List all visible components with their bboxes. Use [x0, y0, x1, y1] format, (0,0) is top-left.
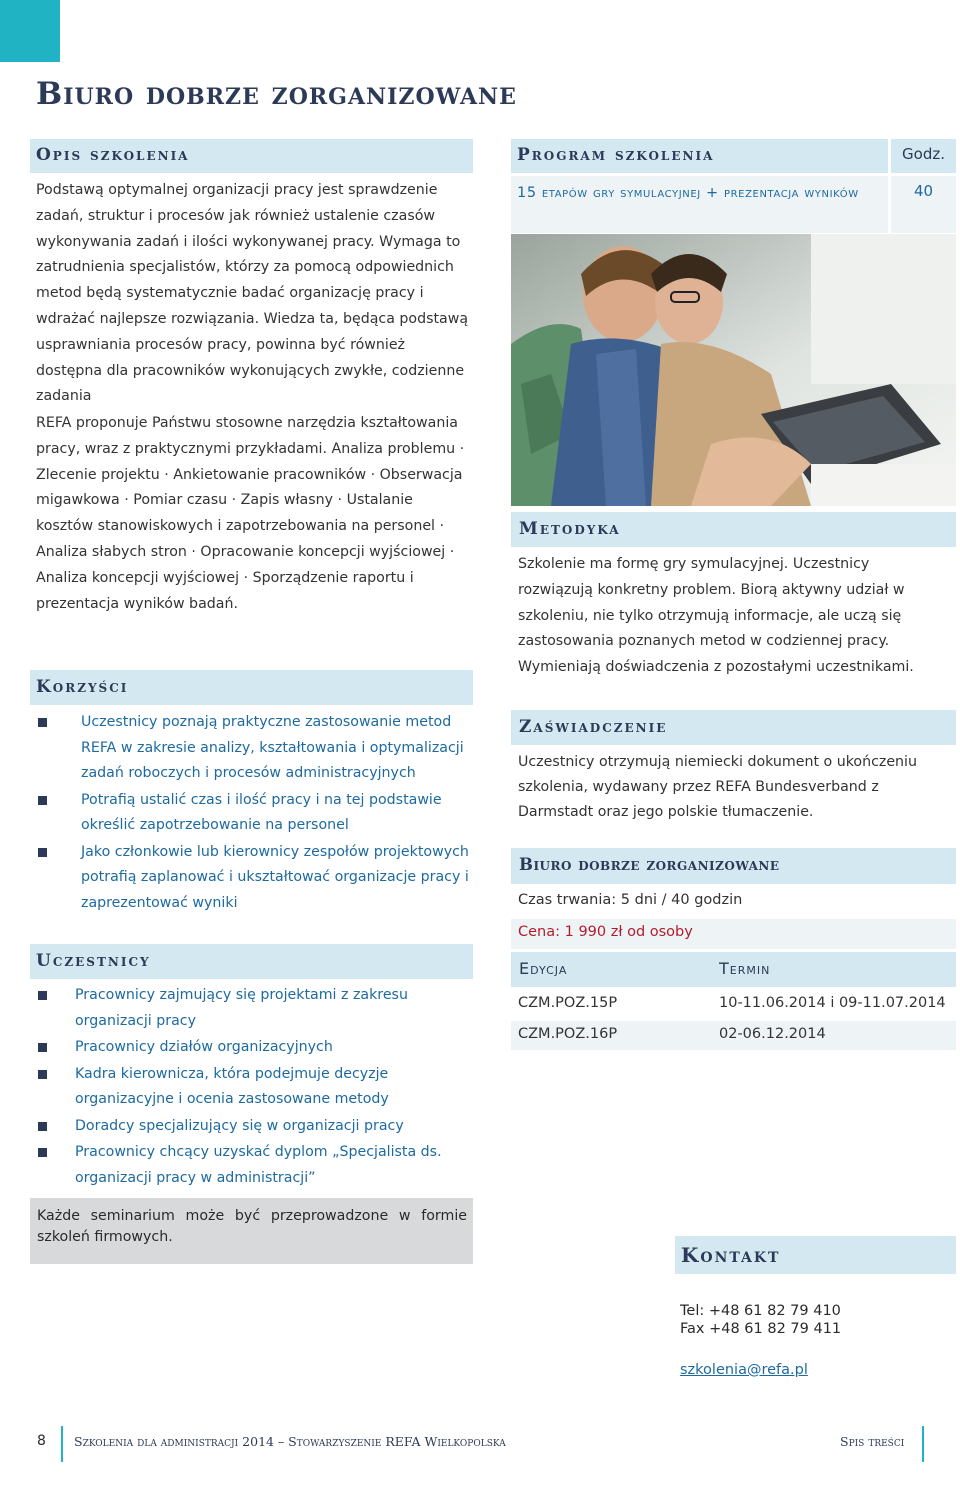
bullet-square-icon: [38, 718, 47, 727]
list-item: [36, 840, 472, 917]
termin-column-header: Termin: [719, 959, 771, 978]
bullet-square-icon: [38, 991, 47, 1000]
kontakt-fax: Fax +48 61 82 79 411: [680, 1321, 842, 1337]
bullet-square-icon: [38, 1043, 47, 1052]
uczestnicy-heading: Uczestnicy: [36, 951, 151, 971]
photo-illustration: [511, 234, 956, 506]
edition-code: CZM.POZ.15P: [518, 995, 618, 1011]
edition-date: 02-06.12.2014: [719, 1026, 826, 1042]
uczestnicy-item-text: Doradcy specjalizujący się w organizacji pracy: [75, 1117, 404, 1134]
program-hours: 40: [913, 182, 934, 200]
opis-paragraph-1: Podstawą optymalnej organizacji pracy jest sprawdzenie zadań, struktur i procesów jak również ustalenie czasów wykonywania zadań i ilości wykonywanej pracy. Wymaga to zatrudnienia specjalistów, którzy za pomocą odpowiednich metod będą systematycznie badać organizację pracy i wdrażać najlepsze rozwiązania. Wiedza ta, będąca podstawą usprawniania procesów pracy, powinna być również dostępna dla pracowników wykonujących zwykłe, codzienne zadania: [36, 182, 469, 405]
price-text: Cena: 1 990 zł od osoby: [518, 924, 693, 940]
note-text: Każde seminarium może być przeprowadzone w formie szkoleń firmowych.: [37, 1208, 467, 1245]
list-item: [36, 788, 472, 839]
list-item: [36, 983, 472, 1034]
edition-code: CZM.POZ.16P: [518, 1026, 618, 1042]
footer-divider: [61, 1426, 63, 1462]
footer-publication-title: Szkolenia dla administracji 2014 – Stowarzyszenie REFA Wielkopolska: [74, 1434, 506, 1449]
bullet-square-icon: [38, 1148, 47, 1157]
bullet-square-icon: [38, 1122, 47, 1131]
korzysci-list: [36, 710, 472, 917]
page-title: Biuro dobrze zorganizowane: [36, 76, 517, 112]
program-hours-heading: Godz.: [902, 145, 945, 163]
list-item: [36, 1140, 472, 1191]
footer-divider: [922, 1426, 924, 1462]
zaswiadczenie-text: Uczestnicy otrzymują niemiecki dokument o ukończeniu szkolenia, wydawany przez REFA Bundesverband z Darmstadt oraz jego polskie tłumaczenie.: [518, 754, 917, 820]
uczestnicy-item-text: Pracownicy zajmujący się projektami z zakresu organizacji pracy: [75, 987, 408, 1029]
kontakt-phone: Tel: +48 61 82 79 410: [680, 1303, 841, 1319]
korzysci-item-text: Uczestnicy poznają praktyczne zastosowanie metod REFA w zakresie analizy, kształtowania i optymalizacji zadań roboczych i procesów administracyjnych: [81, 714, 464, 781]
program-item: 15 etapów gry symulacyjnej + prezentacja wyników: [517, 185, 859, 201]
note-box: [30, 1198, 473, 1264]
korzysci-heading: Korzyści: [36, 677, 129, 697]
summary-heading: Biuro dobrze zorganizowane: [519, 855, 780, 874]
list-item: [36, 1035, 472, 1061]
list-item: [36, 1062, 472, 1113]
opis-heading: Opis szkolenia: [36, 145, 190, 165]
uczestnicy-item-text: Pracownicy chcący uzyskać dyplom „Specjalista ds. organizacji pracy w administracji”: [75, 1144, 442, 1186]
list-item: [36, 1114, 472, 1140]
uczestnicy-item-text: Pracownicy działów organizacyjnych: [75, 1039, 333, 1055]
korzysci-item-text: Jako członkowie lub kierownicy zespołów projektowych potrafią zaplanować i ukształtować organizacje pracy i zaprezentować wyniki: [81, 843, 469, 911]
list-item: [36, 710, 472, 787]
program-heading: Program szkolenia: [517, 145, 715, 165]
opis-paragraph-2: REFA proponuje Państwu stosowne narzędzia kształtowania pracy, wraz z praktycznymi przykładami. Analiza problemu · Zlecenie projektu · Ankietowanie pracowników · Obserwacja migawkowa · Pomiar czasu · Zapis własny · Ustalanie kosztów stanowiskowych i zapotrzebowania na personel · Analiza słabych stron · Opracowanie koncepcji wyjściowej · Analiza koncepcji wyjściowej · Sporządzenie raportu i prezentacja wyników badań.: [36, 415, 465, 612]
training-photo: [511, 234, 956, 506]
korzysci-item-text: Potrafią ustalić czas i ilość pracy i na tej podstawie określić zapotrzebowanie na personel: [81, 791, 442, 833]
edition-date: 10-11.06.2014 i 09-11.07.2014: [719, 995, 946, 1011]
metodyka-heading: Metodyka: [519, 519, 621, 539]
uczestnicy-list: [36, 983, 472, 1192]
bullet-square-icon: [38, 1070, 47, 1079]
bullet-square-icon: [38, 848, 47, 857]
kontakt-email-link[interactable]: szkolenia@refa.pl: [680, 1362, 808, 1378]
uczestnicy-item-text: Kadra kierownicza, która podejmuje decyzje organizacyjne i ocenia zastosowane metody: [75, 1065, 389, 1107]
zaswiadczenie-heading: Zaświadczenie: [519, 717, 668, 737]
corner-accent-block: [0, 0, 60, 62]
table-of-contents-link[interactable]: Spis treści: [840, 1434, 905, 1449]
bullet-square-icon: [38, 796, 47, 805]
metodyka-text: Szkolenie ma formę gry symulacyjnej. Uczestnicy rozwiązują konkretny problem. Biorą aktywny udział w szkoleniu, nie tylko otrzymują informacje, ale uczą się zastosowania poznanych metod w codziennej pracy. Wymieniają doświadczenia z pozostałymi uczestnikami.: [518, 556, 914, 676]
kontakt-heading: Kontakt: [681, 1243, 781, 1267]
edycja-column-header: Edycja: [519, 959, 568, 978]
duration-text: Czas trwania: 5 dni / 40 godzin: [518, 892, 743, 908]
page-number: 8: [37, 1433, 46, 1449]
